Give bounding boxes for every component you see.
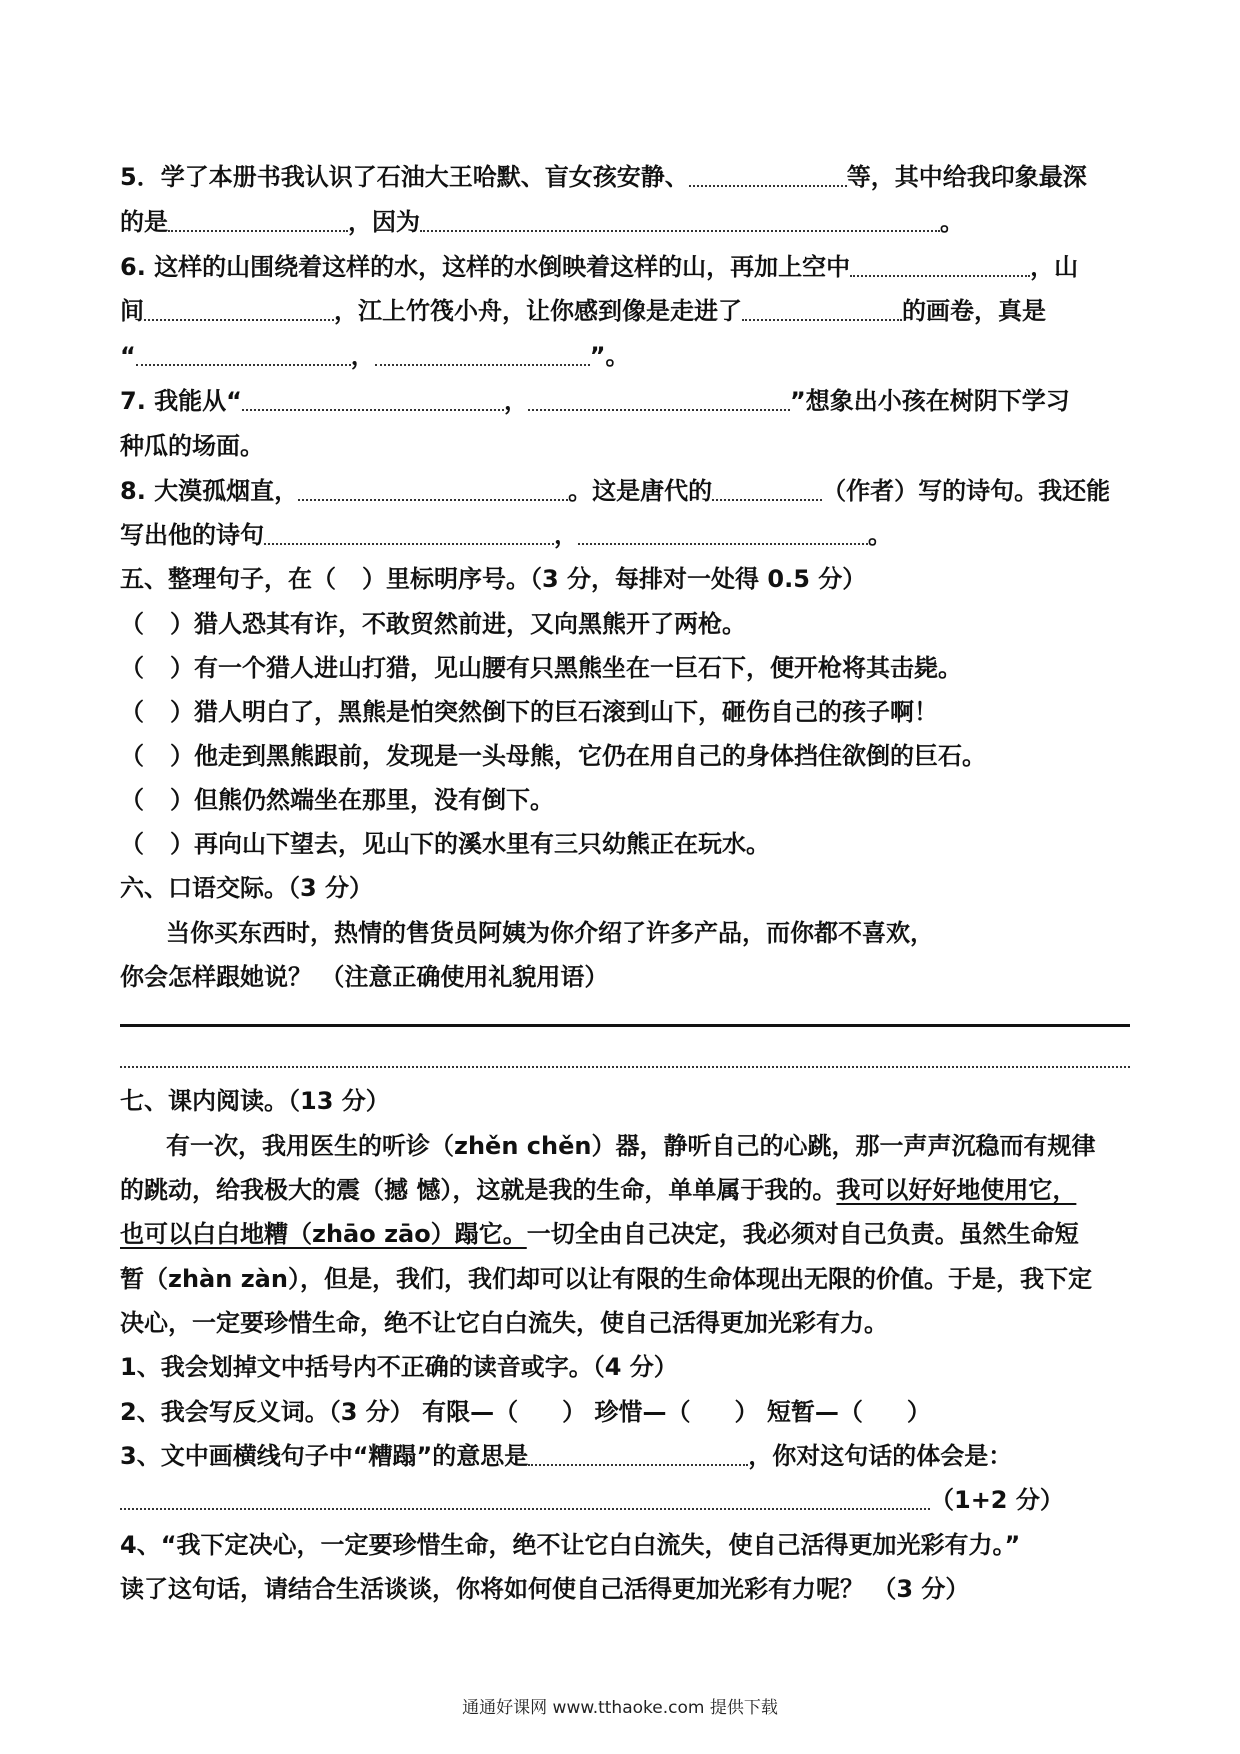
answer-line[interactable] [120, 1066, 1130, 1068]
answer-blank[interactable] [264, 521, 554, 545]
order-item: （ ）有一个猎人进山打猎，见山腰有只黑熊坐在一巨石下，便开枪将其击毙。 [120, 654, 962, 682]
underlined-sentence: 也可以白白地糟（zhāo zāo）蹋它。 [120, 1220, 527, 1248]
q5-line2: 的是 ，因为 。 [120, 208, 964, 236]
answer-blank[interactable] [298, 477, 568, 501]
q6-line1: 6. 这样的山围绕着这样的水，这样的水倒映着这样的山，再加上空中 ，山 [120, 253, 1079, 281]
answer-blank[interactable] [242, 387, 504, 411]
s7-question2: 2、我会写反义词。（3 分） 有限—（ ） 珍惜—（ ） 短暂—（ ） [120, 1398, 931, 1426]
order-item: （ ）但熊仍然端坐在那里，没有倒下。 [120, 786, 554, 814]
q8-line1: 8. 大漠孤烟直， 。这是唐代的 （作者）写的诗句。我还能 [120, 477, 1111, 505]
answer-blank[interactable] [689, 163, 847, 187]
section7-title: 七、课内阅读。（13 分） [120, 1087, 390, 1115]
s7-question4-line2: 读了这句话，请结合生活谈谈，你将如何使自己活得更加光彩有力呢？ （3 分） [120, 1575, 970, 1603]
answer-blank[interactable] [690, 1400, 734, 1422]
s7-question4-line1: 4、“我下定决心，一定要珍惜生命，绝不让它白白流失，使自己活得更加光彩有力。” [120, 1531, 1021, 1559]
underlined-sentence: 我可以好好地使用它， [836, 1176, 1077, 1204]
answer-blank[interactable] [375, 342, 590, 366]
answer-blank[interactable] [863, 1400, 907, 1422]
s7-question3-answer: （1+2 分） [120, 1485, 1064, 1515]
section6-prompt-line1: 当你买东西时，热情的售货员阿姨为你介绍了许多产品，而你都不喜欢， [166, 919, 934, 947]
q8-line2: 写出他的诗句 ， 。 [120, 521, 892, 549]
answer-line[interactable] [120, 1024, 1130, 1027]
answer-blank[interactable] [120, 1486, 930, 1510]
order-item: （ ）猎人明白了，黑熊是怕突然倒下的巨石滚到山下，砸伤自己的孩子啊！ [120, 698, 938, 726]
q6-line2: 间 ，江上竹筏小舟，让你感到像是走进了 的画卷，真是 [120, 297, 1046, 325]
passage-line5: 决心，一定要珍惜生命，绝不让它白白流失，使自己活得更加光彩有力。 [120, 1309, 888, 1337]
s7-question1: 1、我会划掉文中括号内不正确的读音或字。（4 分） [120, 1353, 678, 1381]
q7-line2: 种瓜的场面。 [120, 432, 264, 460]
passage-line3: 也可以白白地糟（zhāo zāo）蹋它。一切全由自己决定，我必须对自己负责。虽然生命短 [120, 1220, 1079, 1248]
answer-blank[interactable] [742, 297, 902, 321]
section6-prompt-line2: 你会怎样跟她说？ （注意正确使用礼貌用语） [120, 963, 609, 991]
answer-blank[interactable] [712, 477, 822, 501]
section6-title: 六、口语交际。（3 分） [120, 874, 374, 902]
answer-blank[interactable] [850, 253, 1030, 277]
answer-blank[interactable] [528, 1442, 748, 1466]
section5-title: 五、整理句子，在（ ）里标明序号。（3 分，每排对一处得 0.5 分） [120, 565, 867, 593]
answer-blank[interactable] [144, 297, 334, 321]
order-item: （ ）猎人恐其有诈，不敢贸然前进，又向黑熊开了两枪。 [120, 610, 746, 638]
passage-line4: 暂（zhàn zàn），但是，我们，我们却可以让有限的生命体现出无限的价值。于是，我下定 [120, 1265, 1092, 1293]
order-item: （ ）再向山下望去，见山下的溪水里有三只幼熊正在玩水。 [120, 830, 770, 858]
answer-blank[interactable] [518, 1400, 562, 1422]
q7-line1: 7. 我能从“ ， ”想象出小孩在树阴下学习 [120, 387, 1070, 415]
answer-blank[interactable] [136, 342, 351, 366]
answer-blank[interactable] [168, 208, 348, 232]
answer-blank[interactable] [578, 521, 868, 545]
s7-question3: 3、文中画横线句子中“糟蹋”的意思是 ，你对这句话的体会是： [120, 1442, 1013, 1470]
footer-credit: 通通好课网 www.tthaoke.com 提供下载 [462, 1698, 778, 1718]
passage-line2: 的跳动，给我极大的震（撼 憾），这就是我的生命，单单属于我的。我可以好好地使用它， [120, 1176, 1077, 1204]
q6-line3: “ ， ”。 [120, 342, 630, 370]
order-item: （ ）他走到黑熊跟前，发现是一头母熊，它仍在用自己的身体挡住欲倒的巨石。 [120, 742, 986, 770]
q5-line1: 5．学了本册书我认识了石油大王哈默、盲女孩安静、 等，其中给我印象最深 [120, 163, 1087, 191]
answer-blank[interactable] [528, 387, 790, 411]
passage-line1: 有一次，我用医生的听诊（zhěn chěn）器，静听自己的心跳，那一声声沉稳而有规律 [166, 1132, 1096, 1160]
answer-blank[interactable] [420, 208, 940, 232]
